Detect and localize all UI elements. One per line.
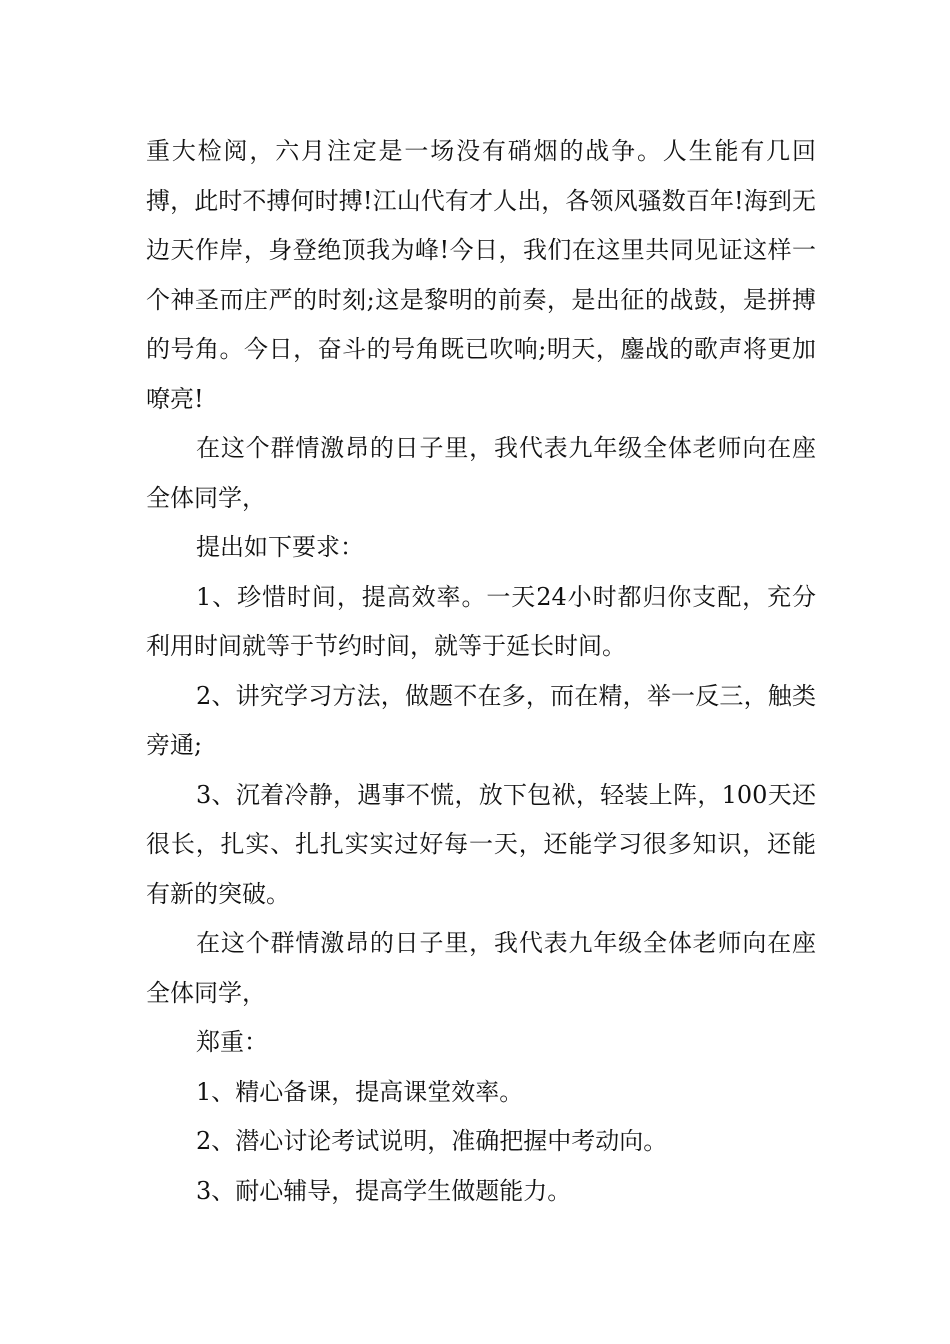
list-item-pledge-3: 3、耐心辅导，提高学生做题能力。: [196, 1176, 572, 1205]
paragraph-pledge-heading: 郑重：: [196, 1028, 268, 1056]
paragraph-teacher-address: 在这个群情激昂的日子里，我代表九年级全体老师向在座全体同学，: [146, 434, 816, 512]
document-body: [146, 127, 816, 1216]
list-item-pledge-2: 2、潜心讨论考试说明，准确把握中考动向。: [196, 1127, 668, 1155]
paragraph-continuation: 重大检阅，六月注定是一场没有硝烟的战争。人生能有几回搏，此时不搏何时搏!江山代有才人出，各领风骚数百年!海到无边天作岸，身登绝顶我为峰!今日，我们在这里共同见证这样一个神圣而庄严的时刻;这是黎明的前奏，是出征的战鼓，是拼搏的号角。今日，奋斗的号角既已吹响;明天，鏖战的歌声将更加嘹亮!: [146, 137, 816, 413]
list-item-requirement-3: 3、沉着冷静，遇事不慌，放下包袱，轻装上阵，100天还很长，扎实、扎扎实实过好每一天，还能学习很多知识，还能有新的突破。: [146, 780, 816, 908]
list-item-pledge-1: 1、精心备课，提高课堂效率。: [196, 1077, 524, 1106]
paragraph-requirements-heading: 提出如下要求：: [196, 533, 364, 561]
list-item-requirement-1: 1、珍惜时间，提高效率。一天24小时都归你支配，充分利用时间就等于节约时间，就等于延长时间。: [146, 582, 816, 660]
list-item-requirement-2: 2、讲究学习方法，做题不在多，而在精，举一反三，触类旁通;: [146, 681, 816, 759]
paragraph-teacher-address-2: 在这个群情激昂的日子里，我代表九年级全体老师向在座全体同学，: [146, 929, 816, 1007]
